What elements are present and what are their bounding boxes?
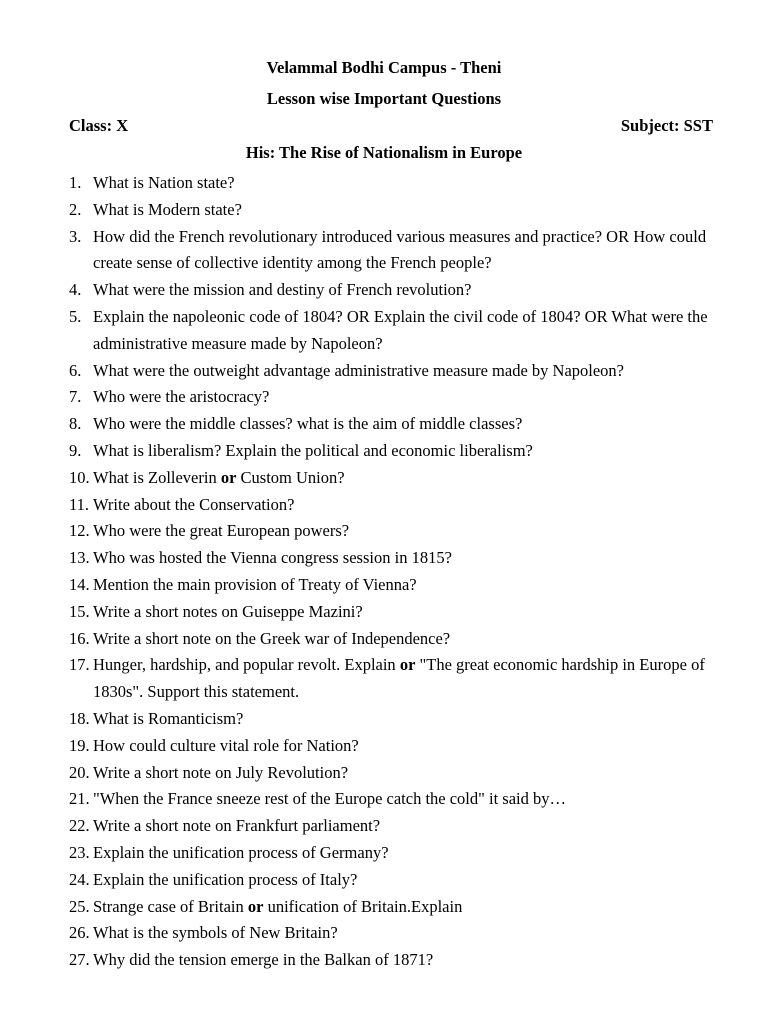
question-text bbox=[93, 923, 338, 942]
question-text bbox=[93, 816, 380, 835]
question-text-segment: Write a short note on July Revolution? bbox=[93, 762, 349, 782]
question-text-segment: What is Romanticism? bbox=[93, 708, 244, 728]
question-text bbox=[93, 843, 389, 862]
question-text-segment: Who were the aristocracy? bbox=[93, 387, 270, 407]
question-item bbox=[69, 411, 729, 438]
question-text bbox=[93, 441, 533, 460]
question-text-segment: "The great economic hardship in Europe of 1830s". Support this statement. bbox=[93, 655, 705, 702]
question-number: 1. bbox=[69, 173, 82, 192]
question-text-segment: How could culture vital role for Nation? bbox=[93, 735, 359, 755]
question-text bbox=[93, 709, 243, 728]
question-number: 19. bbox=[69, 735, 90, 755]
subject-label: Subject: SST bbox=[620, 116, 713, 135]
question-text-segment: Strange case of Britain bbox=[93, 896, 248, 916]
question-text-segment: What were the mission and destiny of French revolution? bbox=[93, 280, 472, 300]
question-text-segment: Mention the main provision of Treaty of Vienna? bbox=[93, 574, 417, 594]
question-number: 16. bbox=[69, 628, 90, 648]
question-text-segment: What is Nation state? bbox=[93, 173, 235, 192]
question-text-segment: Who were the middle classes? what is the aim of middle classes? bbox=[93, 414, 523, 434]
question-list bbox=[69, 170, 729, 974]
question-number: 6. bbox=[69, 360, 82, 380]
question-text-segment: Hunger, hardship, and popular revolt. Explain bbox=[93, 655, 400, 675]
question-text bbox=[93, 548, 452, 567]
question-item bbox=[69, 224, 729, 278]
question-text bbox=[93, 870, 357, 889]
question-number: 2. bbox=[69, 199, 82, 219]
question-item bbox=[69, 786, 729, 813]
question-item bbox=[69, 599, 729, 626]
question-text-segment: What is Zolleverin bbox=[93, 467, 221, 487]
question-text bbox=[93, 307, 708, 353]
question-text bbox=[93, 280, 472, 299]
question-number: 24. bbox=[69, 869, 90, 889]
class-subject-row bbox=[69, 116, 713, 136]
question-number: 22. bbox=[69, 816, 90, 836]
question-number: 11. bbox=[69, 494, 90, 514]
class-label: Class: X bbox=[69, 116, 129, 135]
question-item bbox=[69, 304, 729, 358]
question-number: 3. bbox=[69, 226, 82, 246]
question-item bbox=[69, 277, 729, 304]
question-item bbox=[69, 706, 729, 733]
question-text bbox=[93, 655, 705, 701]
question-number: 12. bbox=[69, 521, 90, 541]
question-number: 26. bbox=[69, 923, 90, 943]
bold-connector: or bbox=[399, 655, 416, 675]
question-text bbox=[93, 521, 349, 540]
question-text bbox=[93, 361, 624, 380]
question-number: 9. bbox=[69, 440, 82, 460]
question-text bbox=[93, 763, 348, 782]
question-item bbox=[69, 947, 729, 974]
question-number: 5. bbox=[69, 306, 82, 326]
question-text bbox=[93, 495, 294, 514]
question-text bbox=[93, 575, 417, 594]
question-text bbox=[93, 173, 235, 192]
question-text bbox=[93, 950, 433, 969]
question-item bbox=[69, 840, 729, 867]
question-text bbox=[93, 387, 269, 406]
question-item bbox=[69, 545, 729, 572]
document-title: Lesson wise Important Questions bbox=[266, 89, 502, 108]
question-text-segment: Who was hosted the Vienna congress session in 1815? bbox=[93, 548, 452, 568]
question-item bbox=[69, 170, 729, 197]
question-item bbox=[69, 813, 729, 840]
question-item bbox=[69, 492, 729, 519]
question-text bbox=[93, 789, 566, 808]
question-text-segment: How did the French revolutionary introduced various measures and practice? OR How could create sense of collective identity among the French people? bbox=[93, 226, 707, 273]
question-item bbox=[69, 760, 729, 787]
question-number: 10. bbox=[69, 467, 90, 487]
question-item bbox=[69, 384, 729, 411]
question-item bbox=[69, 920, 729, 947]
question-number: 21. bbox=[69, 789, 90, 809]
question-text-segment: Write a short note on Frankfurt parliament? bbox=[93, 816, 381, 836]
question-text bbox=[93, 200, 242, 219]
question-text-segment: Explain the napoleonic code of 1804? OR Explain the civil code of 1804? OR What were the administrative measure made by Napoleon? bbox=[93, 306, 708, 353]
question-item bbox=[69, 438, 729, 465]
question-text-segment: Custom Union? bbox=[236, 467, 345, 487]
question-text bbox=[93, 897, 462, 916]
topic-heading: His: The Rise of Nationalism in Europe bbox=[245, 143, 523, 162]
question-text-segment: unification of Britain.Explain bbox=[263, 896, 463, 916]
question-text bbox=[93, 227, 706, 273]
question-item bbox=[69, 733, 729, 760]
question-text-segment: "When the France sneeze rest of the Europe catch the cold" it said by… bbox=[93, 789, 566, 809]
question-text-segment: Explain the unification process of Germany? bbox=[93, 842, 389, 862]
question-text-segment: Who were the great European powers? bbox=[93, 521, 350, 541]
question-number: 17. bbox=[69, 655, 90, 675]
question-text-segment: What is liberalism? Explain the political and economic liberalism? bbox=[93, 440, 533, 460]
question-number: 18. bbox=[69, 708, 90, 728]
bold-connector: or bbox=[220, 467, 237, 487]
question-text bbox=[93, 414, 522, 433]
question-item bbox=[69, 867, 729, 894]
question-text-segment: Why did the tension emerge in the Balkan of 1871? bbox=[93, 950, 434, 970]
question-item bbox=[69, 652, 729, 706]
question-number: 13. bbox=[69, 548, 90, 568]
question-item bbox=[69, 626, 729, 653]
question-text-segment: What is the symbols of New Britain? bbox=[93, 923, 338, 943]
question-item bbox=[69, 572, 729, 599]
question-item bbox=[69, 894, 729, 921]
question-number: 4. bbox=[69, 280, 82, 300]
question-item bbox=[69, 465, 729, 492]
question-text bbox=[93, 629, 450, 648]
question-number: 15. bbox=[69, 601, 90, 621]
question-number: 8. bbox=[69, 414, 82, 434]
school-name: Velammal Bodhi Campus - Theni bbox=[266, 58, 502, 77]
question-number: 27. bbox=[69, 950, 90, 970]
bold-connector: or bbox=[247, 896, 264, 916]
question-number: 20. bbox=[69, 762, 90, 782]
question-text bbox=[93, 736, 359, 755]
question-number: 7. bbox=[69, 387, 82, 407]
question-number: 14. bbox=[69, 574, 90, 594]
question-item bbox=[69, 358, 729, 385]
question-item bbox=[69, 197, 729, 224]
question-text-segment: Write a short note on the Greek war of Independence? bbox=[93, 628, 451, 648]
question-number: 25. bbox=[69, 896, 90, 916]
question-text-segment: Write about the Conservation? bbox=[93, 494, 295, 514]
question-text bbox=[93, 602, 363, 621]
question-text-segment: What is Modern state? bbox=[93, 199, 242, 219]
question-text bbox=[93, 468, 345, 487]
question-number: 23. bbox=[69, 842, 90, 862]
question-text-segment: What were the outweight advantage administrative measure made by Napoleon? bbox=[93, 360, 625, 380]
question-text-segment: Write a short notes on Guiseppe Mazini? bbox=[93, 601, 363, 621]
question-text-segment: Explain the unification process of Italy? bbox=[93, 869, 358, 889]
question-item bbox=[69, 518, 729, 545]
